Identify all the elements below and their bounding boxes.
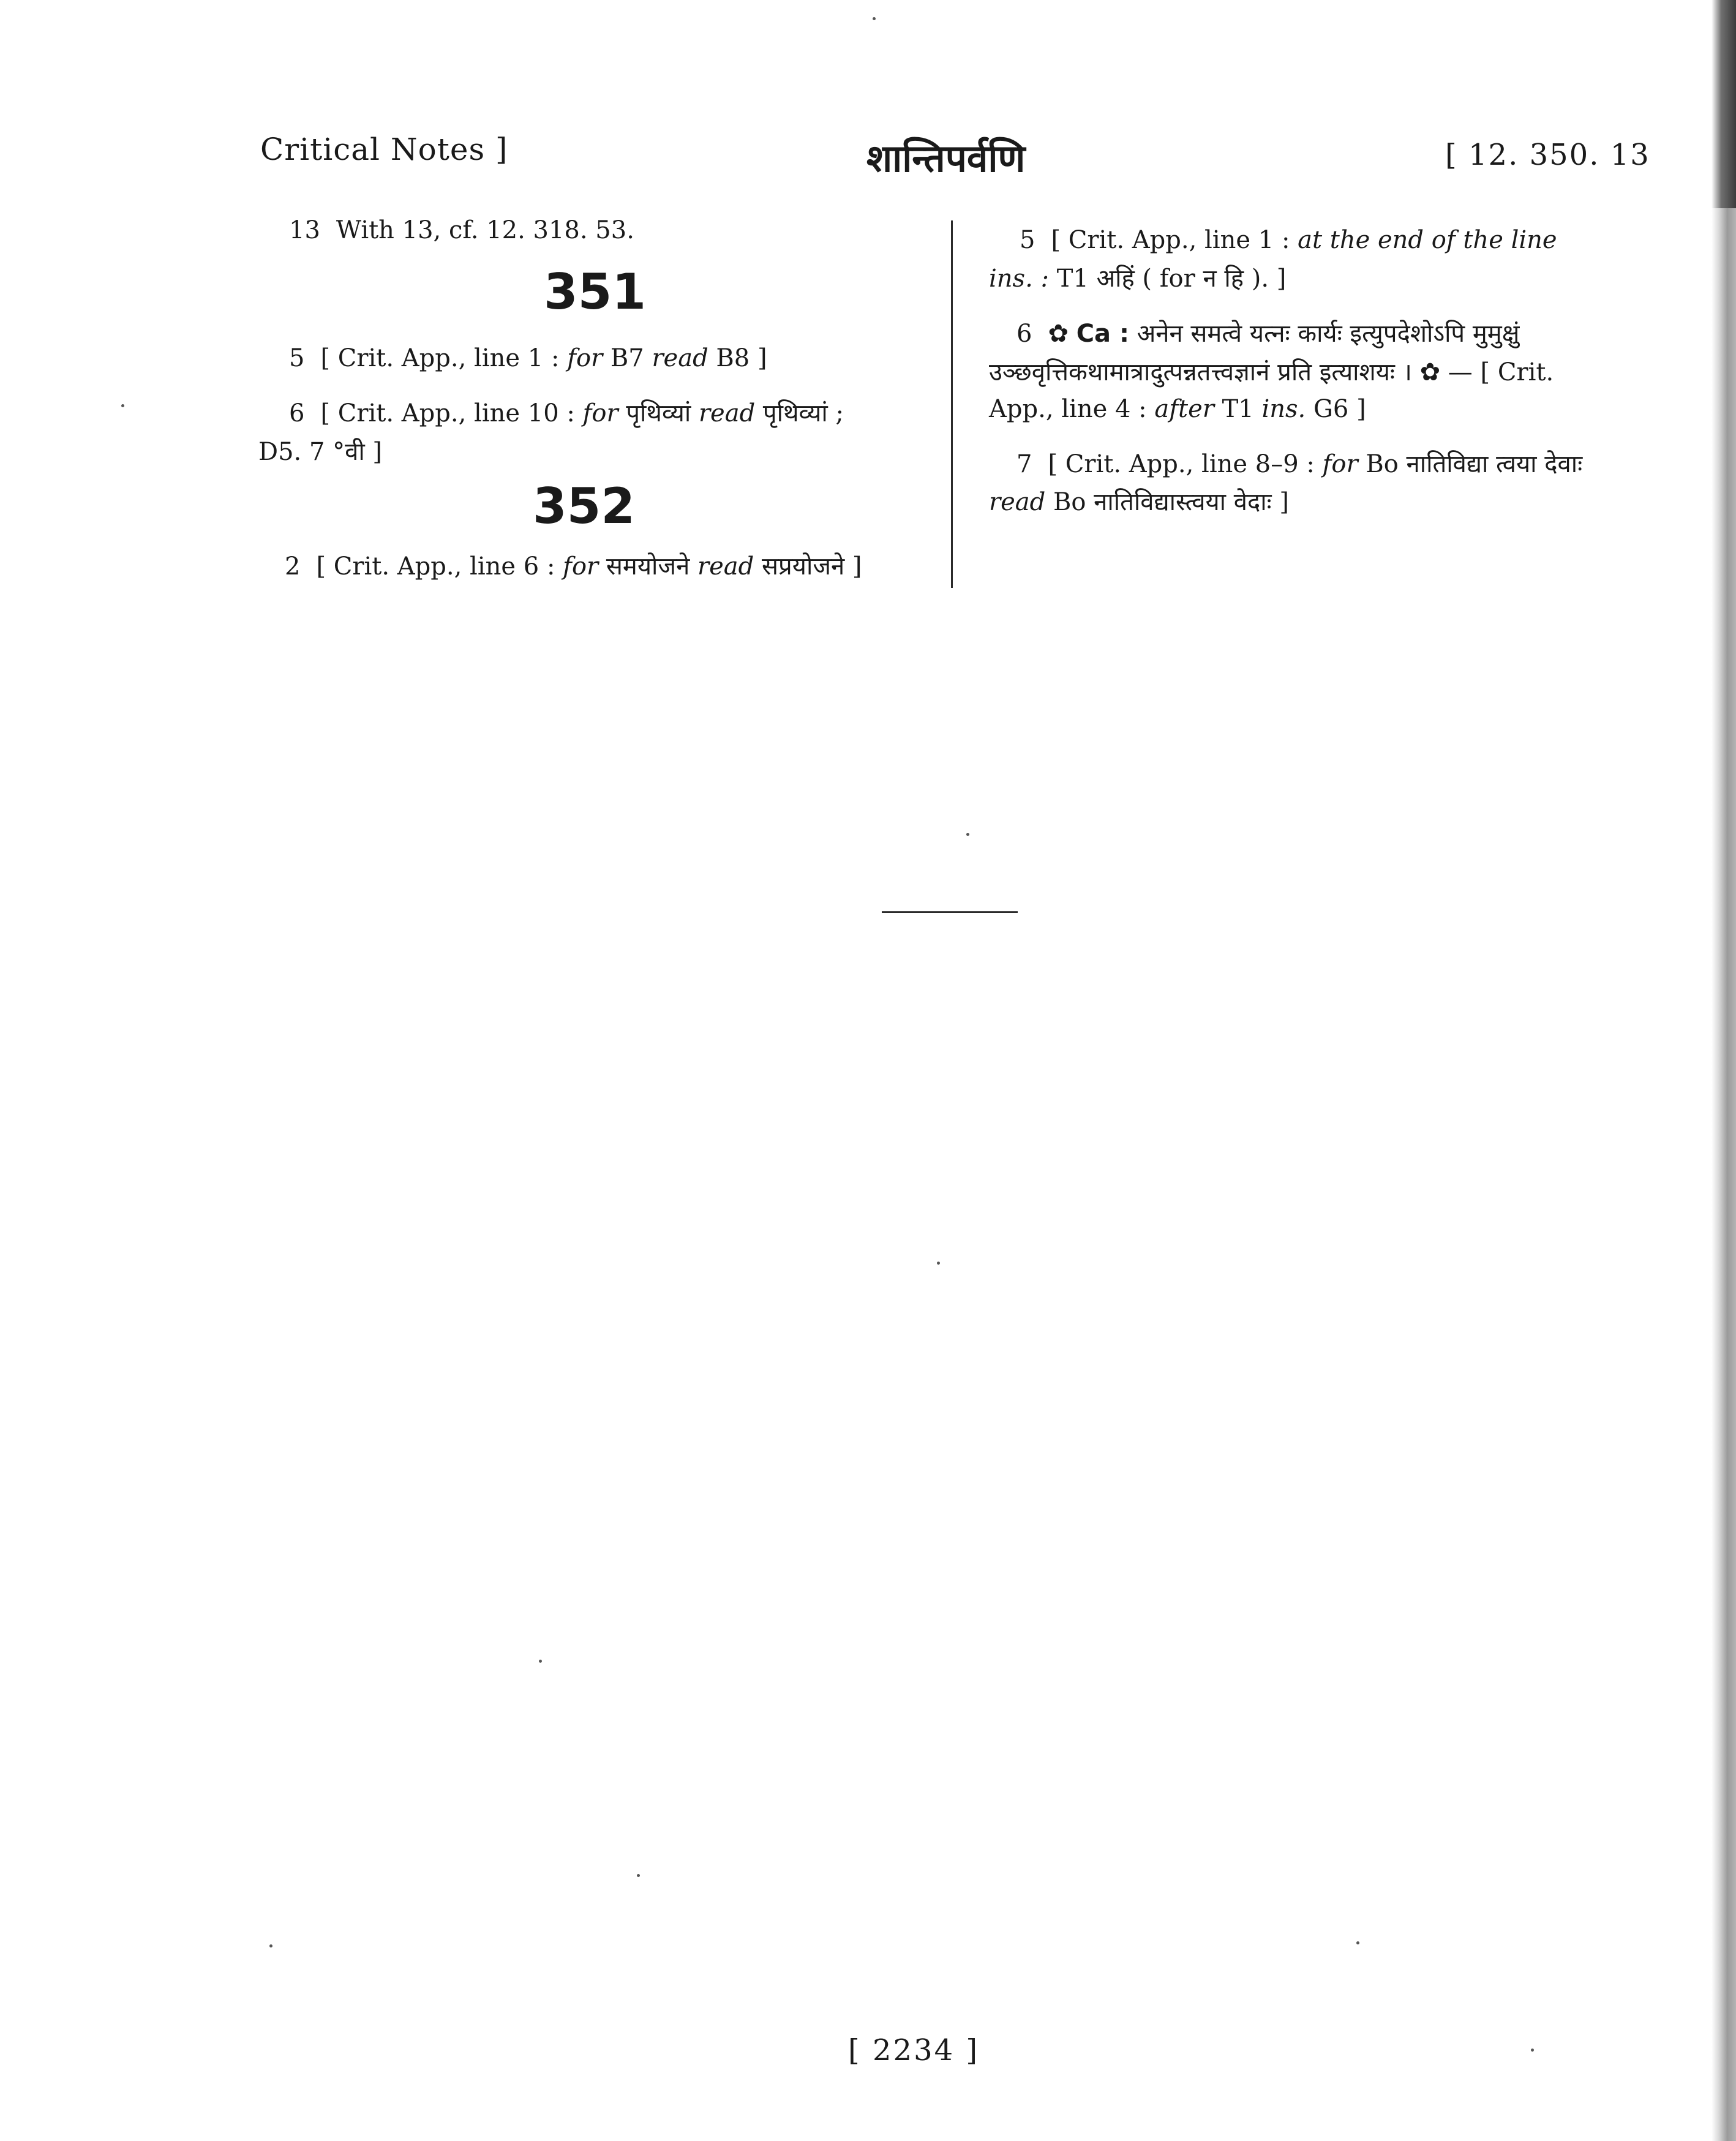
note-text: Bo नातिविद्यास्त्वया वेदाः ] (1053, 488, 1289, 516)
page-edge-shadow (1712, 0, 1736, 2141)
note-350-7 (1016, 452, 1582, 476)
note-keyword-ins: ins. (1261, 395, 1306, 423)
page-edge-shadow-top (1712, 0, 1736, 208)
note-350-7-continuation (989, 490, 1289, 514)
note-text: [ Crit. App., line 8–9 : (1048, 450, 1315, 478)
scan-speck (637, 1874, 640, 1877)
note-text: G6 ] (1313, 395, 1366, 423)
note-keyword-for: for (582, 399, 618, 427)
note-text: पृथिव्यां (626, 399, 691, 427)
scan-speck (1356, 1941, 1359, 1944)
end-rule (882, 911, 1018, 913)
note-text: समयोजने (606, 552, 690, 581)
section-heading-351: 351 (544, 263, 646, 320)
note-350-5-continuation (989, 266, 1286, 291)
running-head-reference: [ 12. 350. 13 (1445, 138, 1650, 172)
note-351-6-continuation: D5. 7 °वी ] (258, 438, 383, 466)
note-number: 5 (289, 344, 305, 372)
note-number: 6 (1016, 320, 1032, 348)
note-text: App., line 4 : (989, 395, 1147, 423)
note-number: 7 (1016, 450, 1032, 478)
note-keyword-for: for (567, 344, 603, 372)
column-divider (951, 220, 953, 588)
note-text: पृथिव्यां ; (762, 399, 844, 427)
scan-speck (1531, 2049, 1534, 2052)
note-350-6-line2: उञ्छवृत्तिकथामात्रादुत्पन्नतत्त्वज्ञानं प्रति इत्याशयः । ✿ — [ Crit. (989, 358, 1554, 386)
note-keyword-after: after (1154, 395, 1214, 423)
note-number: 13 (289, 216, 320, 244)
note-text: B8 ] (716, 344, 767, 372)
note-text: [ Crit. App., line 1 : (1051, 226, 1290, 254)
note-350-6 (1016, 322, 1519, 346)
scan-speck (539, 1660, 542, 1663)
scan-speck (937, 1262, 940, 1265)
scan-speck (966, 833, 969, 836)
note-keyword-read: read (697, 552, 754, 581)
note-keyword-read: read (698, 399, 756, 427)
note-text: अनेन समत्वे यत्नः कार्यः इत्युपदेशोऽपि मुमुक्षुं (1137, 320, 1520, 348)
note-keyword-for: for (563, 552, 599, 581)
note-text: With 13, cf. 12. 318. 53. (336, 216, 634, 244)
flower-ornament-icon: ✿ (1048, 320, 1069, 348)
note-keyword-ins: ins. : (989, 265, 1049, 293)
note-text: B7 (610, 344, 644, 372)
note-number: 5 (1020, 226, 1035, 254)
page-number: [ 2234 ] (848, 2033, 980, 2068)
note-keyword-for: for (1322, 450, 1358, 478)
note-text: सप्रयोजने ] (761, 552, 862, 581)
note-text: T1 (1222, 395, 1254, 423)
note-number: 6 (289, 399, 305, 427)
scan-speck (873, 17, 876, 20)
running-head-left: Critical Notes ] (260, 132, 508, 167)
scan-speck (269, 1944, 272, 1947)
note-text: [ Crit. App., line 10 : (320, 399, 575, 427)
note-350-6-line3 (989, 397, 1366, 421)
note-keyword-read: read (652, 344, 708, 372)
note-text-italic: at the end of the line (1298, 226, 1557, 254)
note-350-5 (1020, 228, 1557, 252)
running-head-title: शान्तिपर्वणि (866, 136, 1026, 181)
note-13 (289, 218, 634, 243)
note-351-5 (289, 346, 767, 371)
note-number: 2 (285, 552, 301, 581)
note-352-2 (285, 554, 862, 579)
note-text: T1 अहिं ( for न हि ). ] (1056, 265, 1287, 293)
note-351-6 (289, 401, 844, 426)
scan-speck (121, 404, 124, 407)
note-text: Bo नातिविद्या त्वया देवाः (1366, 450, 1583, 478)
manuscript-siglum: Ca : (1076, 320, 1129, 348)
section-heading-352: 352 (533, 478, 635, 535)
note-keyword-read: read (989, 488, 1046, 516)
note-text: [ Crit. App., line 1 : (320, 344, 560, 372)
note-text: [ Crit. App., line 6 : (316, 552, 555, 581)
